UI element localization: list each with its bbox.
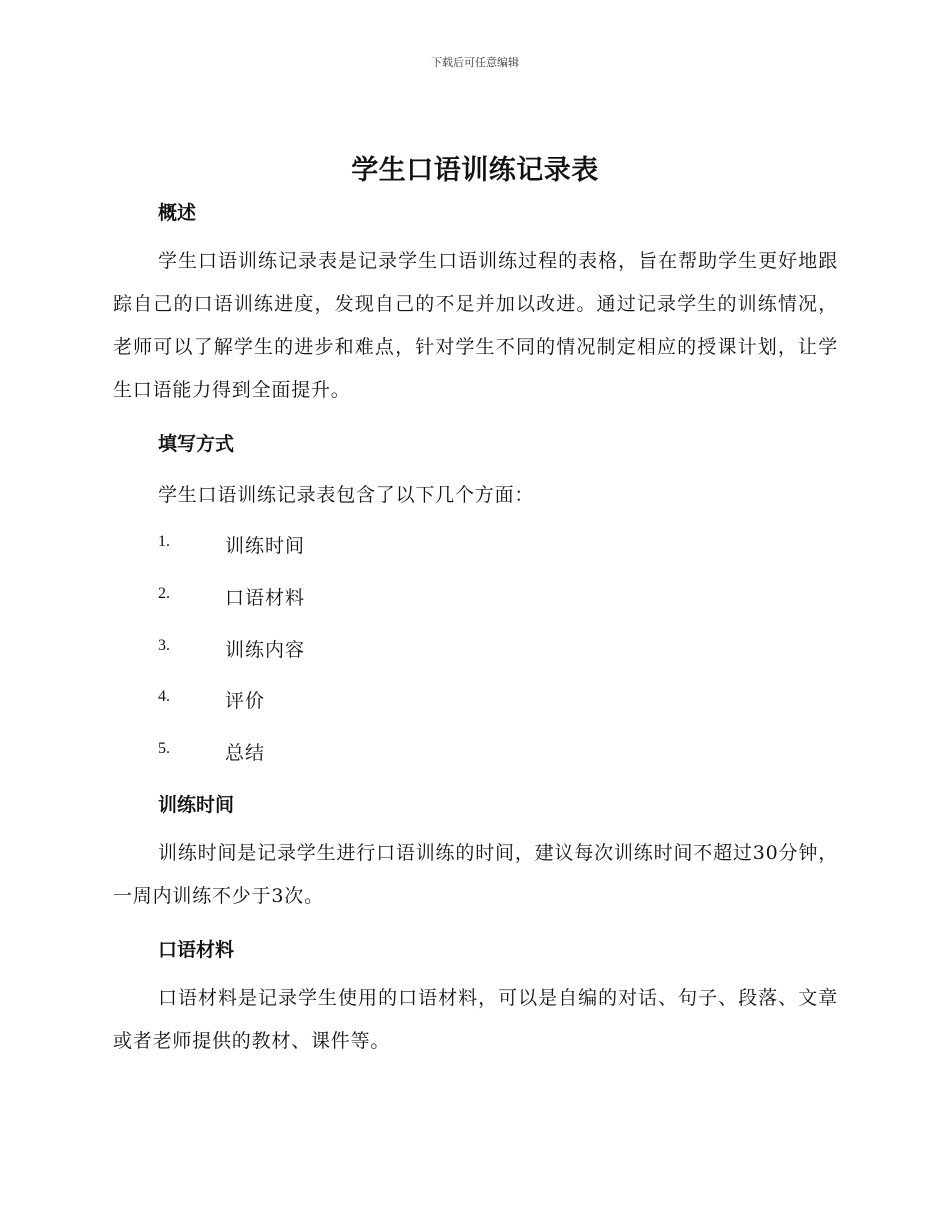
fill-method-intro: 学生口语训练记录表包含了以下几个方面： (158, 484, 535, 506)
list-item-text: 口语材料 (225, 587, 306, 609)
list-item-text: 评价 (225, 690, 266, 712)
section-heading-oral-material: 口语材料 (158, 939, 235, 961)
section-heading-fill-method: 填写方式 (158, 433, 235, 455)
list-item-number: 4. (158, 688, 170, 705)
list-item-text: 总结 (225, 742, 266, 764)
list-item-number: 3. (158, 637, 170, 654)
list-item-number: 5. (158, 740, 170, 757)
section-heading-overview: 概述 (158, 202, 197, 224)
overview-paragraph: 学生口语训练记录表是记录学生口语训练过程的表格，旨在帮助学生更好地跟踪自己的口语训练进度，发现自己的不足并加以改进。通过记录学生的训练情况，老师可以了解学生的进步和难点，针对学生不同的情况制定相应的授课计划，让学生口语能力得到全面提升。 (113, 250, 838, 401)
list-item-number: 2. (158, 585, 170, 602)
training-time-paragraph: 训练时间是记录学生进行口语训练的时间，建议每次训练时间不超过30分钟，一周内训练不少于3次。 (113, 842, 838, 907)
section-heading-training-time: 训练时间 (158, 794, 235, 816)
document-title: 学生口语训练记录表 (351, 155, 599, 186)
oral-material-paragraph: 口语材料是记录学生使用的口语材料，可以是自编的对话、句子、段落、文章或者老师提供的教材、课件等。 (113, 987, 838, 1052)
list-item-number: 1. (158, 533, 170, 550)
list-item-text: 训练内容 (225, 639, 306, 661)
page-header: 下载后可任意编辑 (431, 56, 519, 69)
list-item-text: 训练时间 (225, 535, 306, 557)
